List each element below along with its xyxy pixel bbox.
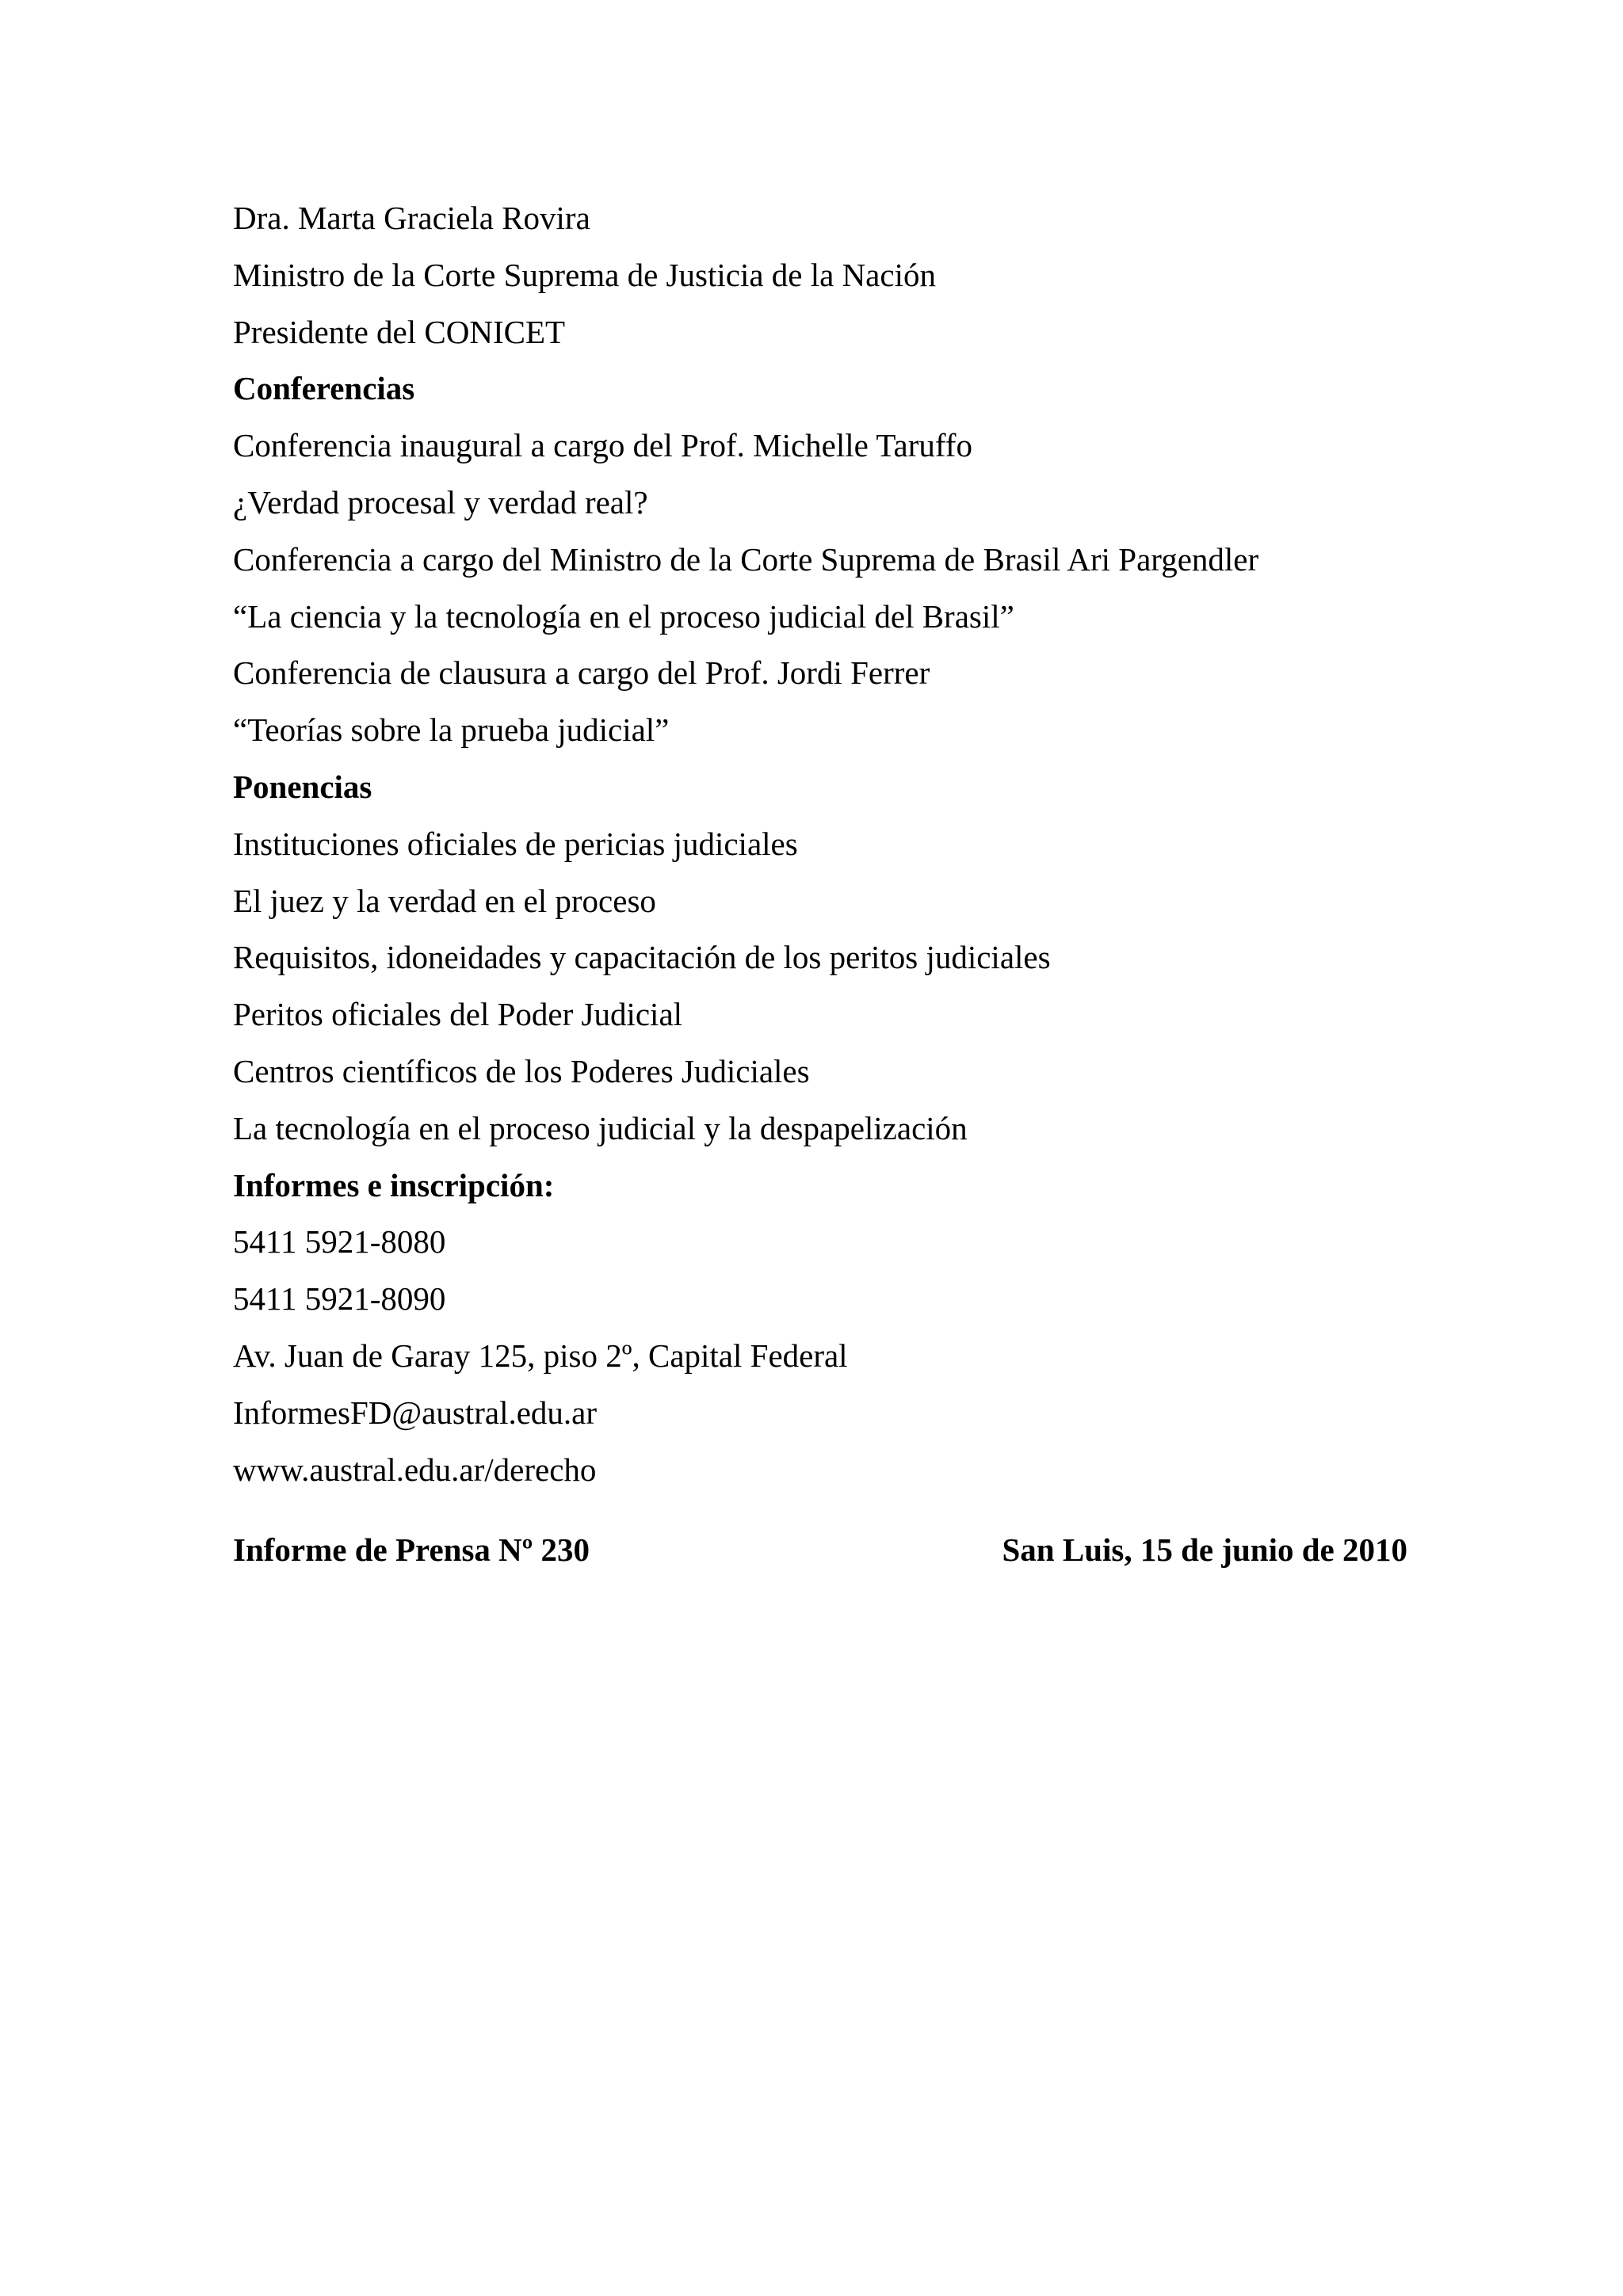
person-role-1: Ministro de la Corte Suprema de Justicia de la Nación [233, 256, 936, 293]
conferences-heading: Conferencias [233, 370, 415, 407]
talk-item: Instituciones oficiales de pericias judiciales [233, 825, 798, 862]
conference-item: Conferencia de clausura a cargo del Prof. Jordi Ferrer [233, 654, 930, 692]
talk-item: Peritos oficiales del Poder Judicial [233, 996, 683, 1033]
report-number: Informe de Prensa Nº 230 [233, 1531, 590, 1568]
person-name: Dra. Marta Graciela Rovira [233, 200, 590, 236]
info-heading: Informes e inscripción: [233, 1166, 555, 1203]
place-and-date: San Luis, 15 de junio de 2010 [1002, 1531, 1407, 1568]
conference-item: Conferencia a cargo del Ministro de la Corte Suprema de Brasil Ari Pargendler [233, 540, 1259, 578]
talk-item: La tecnología en el proceso judicial y la despapelización [233, 1109, 968, 1146]
conference-item: ¿Verdad procesal y verdad real? [233, 483, 648, 521]
talks-heading: Ponencias [233, 768, 372, 805]
conference-item: Conferencia inaugural a cargo del Prof. Michelle Taruffo [233, 427, 972, 464]
phone-number: 5411 5921-8080 [233, 1223, 446, 1261]
talk-item: El juez y la verdad en el proceso [233, 882, 656, 919]
phone-number: 5411 5921-8090 [233, 1280, 446, 1318]
talk-item: Requisitos, idoneidades y capacitación de los peritos judiciales [233, 939, 1051, 976]
conference-item: “Teorías sobre la prueba judicial” [233, 711, 670, 749]
document-body [233, 190, 1406, 1498]
email-address: InformesFD@austral.edu.ar [233, 1394, 598, 1431]
conference-item: “La ciencia y la tecnología en el proceso judicial del Brasil” [233, 597, 1014, 635]
website-address: www.austral.edu.ar/derecho [233, 1451, 597, 1488]
address: Av. Juan de Garay 125, piso 2º, Capital Federal [233, 1337, 848, 1374]
person-role-2: Presidente del CONICET [233, 313, 566, 350]
talk-item: Centros científicos de los Poderes Judiciales [233, 1052, 810, 1089]
